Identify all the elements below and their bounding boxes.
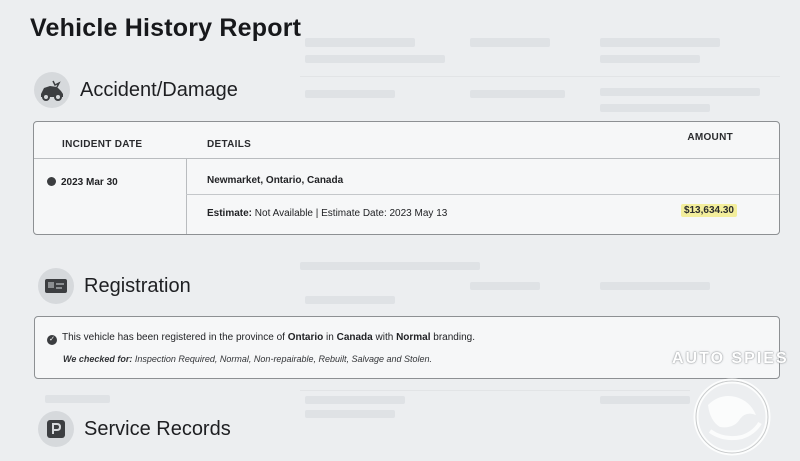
incident-bullet-icon <box>47 177 56 186</box>
registration-section-title: Registration <box>84 274 191 297</box>
estimate-label: Estimate: <box>207 208 253 219</box>
row-divider <box>186 194 779 195</box>
service-section-header <box>38 411 231 447</box>
service-section-title: Service Records <box>84 417 231 440</box>
accident-section-title: Accident/Damage <box>80 78 238 101</box>
damage-amount: $13,634.30 <box>681 204 737 217</box>
accident-table-header <box>34 122 779 159</box>
incident-location: Newmarket, Ontario, Canada <box>207 175 344 186</box>
watermark-text: AUTO SPIES <box>672 350 789 367</box>
registration-statement: ✓ This vehicle has been registered in the province of Ontario in Canada with Normal branding. <box>47 332 475 345</box>
registration-box <box>34 316 780 379</box>
details-header: DETAILS <box>207 139 252 150</box>
registration-checks: We checked for: Inspection Required, Normal, Non-repairable, Rebuilt, Salvage and Stolen. <box>63 354 433 364</box>
check-icon: ✓ <box>47 335 57 345</box>
service-p-icon <box>38 411 74 447</box>
report-title: Vehicle History Report <box>30 14 302 42</box>
incident-date-cell: 2023 Mar 30 <box>47 177 118 188</box>
accident-section-header <box>34 72 238 108</box>
estimate-value: Not Available | Estimate Date: 2023 May 13 <box>254 208 448 219</box>
incident-date-header: INCIDENT DATE <box>62 139 143 150</box>
car-damage-icon <box>34 72 70 108</box>
registration-section-header <box>38 268 191 304</box>
estimate-cell <box>207 208 447 219</box>
registration-card-icon <box>38 268 74 304</box>
column-divider <box>186 159 187 234</box>
amount-header: AMOUNT <box>687 132 733 143</box>
watermark-globe-icon <box>690 375 774 457</box>
accident-table <box>33 121 780 235</box>
